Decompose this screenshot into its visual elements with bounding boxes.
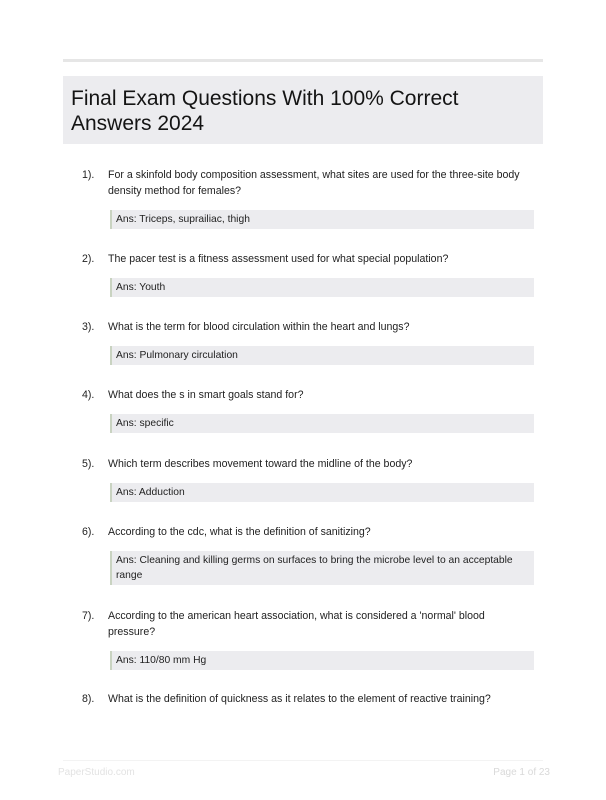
footer-watermark: PaperStudio.com bbox=[58, 767, 135, 778]
question-number: 7). bbox=[82, 610, 95, 622]
question-item bbox=[82, 387, 534, 433]
question-number: 5). bbox=[82, 458, 95, 470]
answer-box: Ans: Youth bbox=[110, 278, 534, 297]
question-number: 6). bbox=[82, 526, 95, 538]
question-text: According to the american heart association, what is considered a 'normal' blood pressure? bbox=[108, 610, 485, 638]
question-text: The pacer test is a fitness assessment used for what special population? bbox=[108, 253, 449, 265]
top-divider bbox=[63, 59, 543, 62]
question-number: 3). bbox=[82, 321, 95, 333]
question-number: 2). bbox=[82, 253, 95, 265]
title-banner bbox=[63, 76, 543, 144]
question-number: 8). bbox=[82, 693, 95, 705]
question-text: What is the definition of quickness as it relates to the element of reactive training? bbox=[108, 693, 491, 705]
page-number: Page 1 of 23 bbox=[493, 767, 550, 778]
answer-box: Ans: specific bbox=[110, 414, 534, 433]
question-item bbox=[82, 456, 534, 502]
question-number: 4). bbox=[82, 389, 95, 401]
question-item bbox=[82, 319, 534, 365]
question-item bbox=[82, 167, 534, 229]
question-item bbox=[82, 691, 534, 707]
question-text: Which term describes movement toward the midline of the body? bbox=[108, 458, 413, 470]
footer-divider bbox=[63, 760, 543, 761]
answer-box: Ans: 110/80 mm Hg bbox=[110, 651, 534, 670]
answer-box: Ans: Triceps, suprailiac, thigh bbox=[110, 210, 534, 229]
question-text: What is the term for blood circulation within the heart and lungs? bbox=[108, 321, 410, 333]
answer-box: Ans: Adduction bbox=[110, 483, 534, 502]
answer-box: Ans: Cleaning and killing germs on surfaces to bring the microbe level to an acceptable range bbox=[110, 551, 534, 585]
page-title: Final Exam Questions With 100% Correct Answers 2024 bbox=[71, 87, 459, 135]
question-text: For a skinfold body composition assessment, what sites are used for the three-site body density method for females? bbox=[108, 169, 520, 197]
question-item bbox=[82, 251, 534, 297]
question-text: What does the s in smart goals stand for? bbox=[108, 389, 304, 401]
answer-box: Ans: Pulmonary circulation bbox=[110, 346, 534, 365]
question-item bbox=[82, 608, 534, 670]
question-item bbox=[82, 524, 534, 585]
question-text: According to the cdc, what is the definition of sanitizing? bbox=[108, 526, 371, 538]
question-number: 1). bbox=[82, 169, 95, 181]
